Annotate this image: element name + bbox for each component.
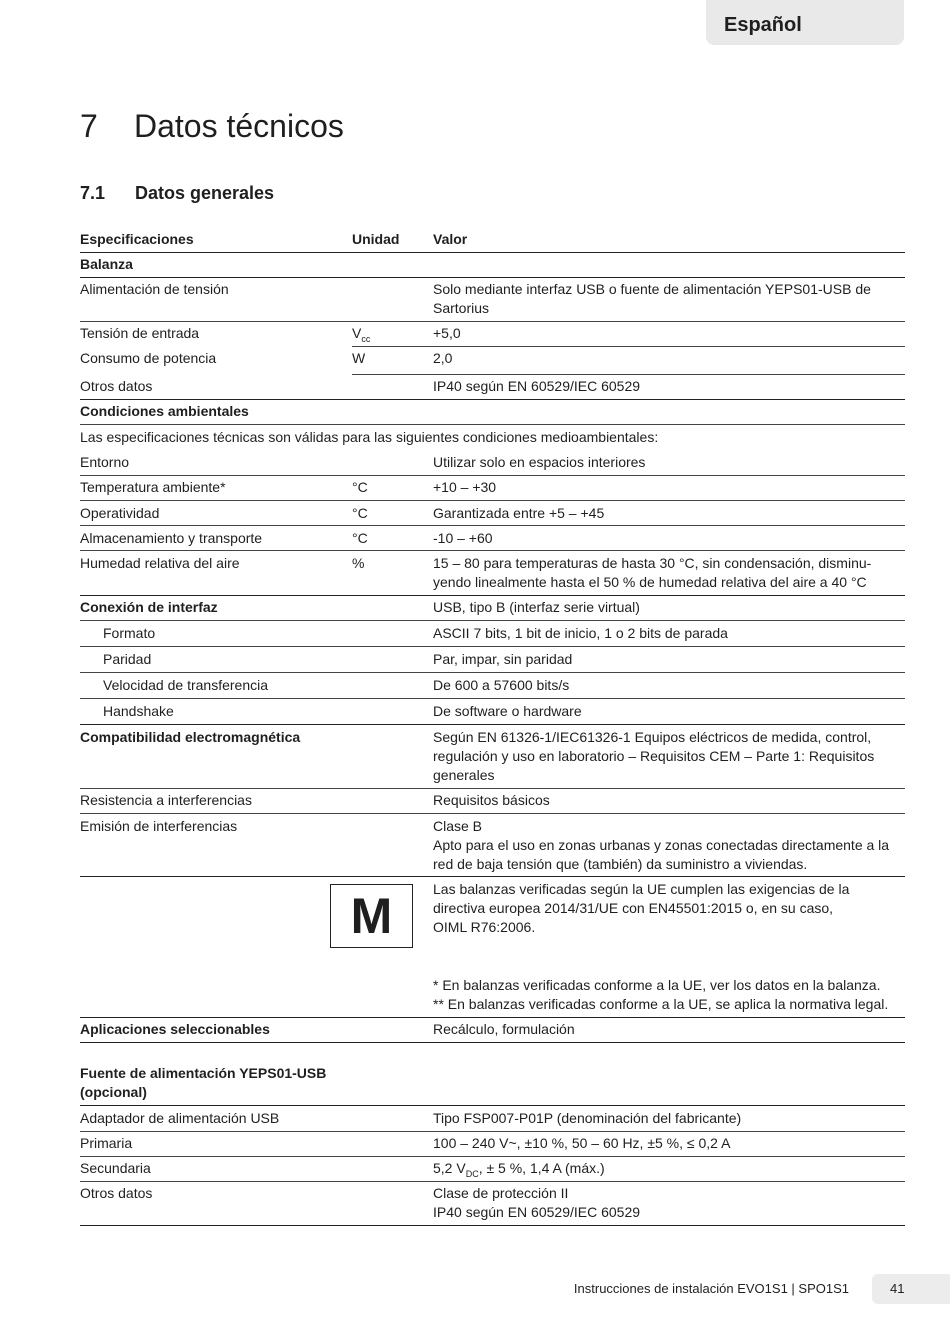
- row-consumo-value: 2,0: [433, 350, 453, 366]
- metrology-text: OIML R76:2006.: [433, 919, 536, 935]
- row-alimentacion-value: Solo mediante interfaz USB o fuente de alimentación YEPS01-USB de: [433, 281, 871, 297]
- row-temperatura-value: +10 – +30: [433, 479, 497, 495]
- divider: [80, 698, 905, 699]
- row-operatividad-value: Garantizada entre +5 – +45: [433, 505, 605, 521]
- divider: [80, 1131, 905, 1132]
- row-tension-label: Tensión de entrada: [80, 325, 200, 341]
- divider: [80, 1181, 905, 1182]
- chapter-heading: [80, 104, 344, 148]
- row-humedad-value: 15 – 80 para temperaturas de hasta 30 °C, sin condensación, disminu-: [433, 555, 872, 571]
- divider: [80, 595, 905, 596]
- divider: [80, 424, 905, 425]
- row-temperatura-unit: °C: [352, 479, 368, 495]
- row-otros2-label: Otros datos: [80, 1185, 153, 1201]
- row-emc-value: Según EN 61326-1/IEC61326-1 Equipos eléctricos de medida, control,: [433, 729, 872, 745]
- footnote: ** En balanzas verificadas conforme a la UE, se aplica la normativa legal.: [433, 996, 889, 1012]
- row-consumo-label: Consumo de potencia: [80, 350, 217, 366]
- divider: [80, 500, 905, 501]
- divider: [80, 525, 905, 526]
- section-heading: [80, 180, 274, 206]
- divider: [80, 399, 905, 400]
- row-velocidad-label: Velocidad de transferencia: [103, 677, 268, 693]
- row-velocidad-value: De 600 a 57600 bits/s: [433, 677, 570, 693]
- row-interfaz-label: Conexión de interfaz: [80, 599, 218, 615]
- divider: [80, 724, 905, 725]
- page-number: 41: [872, 1274, 950, 1304]
- divider: [352, 374, 905, 375]
- row-almacenamiento-value: -10 – +60: [433, 530, 493, 546]
- row-almacenamiento-label: Almacenamiento y transporte: [80, 530, 263, 546]
- row-aplicaciones-label: Aplicaciones seleccionables: [80, 1021, 270, 1037]
- row-humedad-value-cont: yendo linealmente hasta el 50 % de humedad relativa del aire a 40 °C: [433, 574, 867, 590]
- row-temperatura-label: Temperatura ambiente*: [80, 479, 226, 495]
- row-emc-label: Compatibilidad electromagnética: [80, 729, 301, 745]
- row-operatividad-label: Operatividad: [80, 505, 160, 521]
- footnote: * En balanzas verificadas conforme a la UE, ver los datos en la balanza.: [433, 977, 881, 993]
- row-handshake-value: De software o hardware: [433, 703, 582, 719]
- condiciones-note: Las especificaciones técnicas son válidas para las siguientes condiciones medioambientales:: [80, 429, 659, 445]
- divider: [80, 252, 905, 253]
- divider: [80, 813, 905, 814]
- row-adaptador-label: Adaptador de alimentación USB: [80, 1110, 280, 1126]
- row-tension-unit: $V_{cc}$: [352, 325, 371, 344]
- row-otros-value: IP40 según EN 60529/IEC 60529: [433, 378, 641, 394]
- row-alimentacion-label: Alimentación de tensión: [80, 281, 229, 297]
- divider: [352, 346, 905, 347]
- row-otros2-value-cont: IP40 según EN 60529/IEC 60529: [433, 1204, 641, 1220]
- row-consumo-unit: W: [352, 350, 366, 366]
- row-entorno-value: Utilizar solo en espacios interiores: [433, 454, 646, 470]
- row-formato-label: Formato: [103, 625, 156, 641]
- row-alimentacion-value-cont: Sartorius: [433, 300, 490, 316]
- group-balanza: Balanza: [80, 256, 133, 272]
- row-almacenamiento-unit: °C: [352, 530, 368, 546]
- row-paridad-value: Par, impar, sin paridad: [433, 651, 573, 667]
- row-interfaz-value: USB, tipo B (interfaz serie virtual): [433, 599, 640, 615]
- chapter-number: 7: [80, 108, 98, 144]
- row-humedad-label: Humedad relativa del aire: [80, 555, 240, 571]
- divider: [80, 1105, 905, 1106]
- divider: [80, 672, 905, 673]
- divider: [80, 1156, 905, 1157]
- row-aplicaciones-value: Recálculo, formulación: [433, 1021, 575, 1037]
- row-emc-value-cont: generales: [433, 767, 495, 783]
- row-entorno-label: Entorno: [80, 454, 130, 470]
- row-emision-value: Clase B: [433, 818, 483, 834]
- row-primaria-value: 100 – 240 V~, ±10 %, 50 – 60 Hz, ±5 %, ≤ 0,2 A: [433, 1135, 731, 1151]
- metrology-m-mark: M: [330, 884, 413, 948]
- divider: [80, 277, 905, 278]
- row-emision-value-cont: red de baja tensión que (también) da suministro a viviendas.: [433, 856, 808, 872]
- row-resistencia-label: Resistencia a interferencias: [80, 792, 252, 808]
- divider: [80, 1017, 905, 1018]
- metrology-text: directiva europea 2014/31/UE con EN45501:2015 o, en su caso,: [433, 900, 834, 916]
- row-adaptador-value: Tipo FSP007-P01P (denominación del fabricante): [433, 1110, 742, 1126]
- row-primaria-label: Primaria: [80, 1135, 133, 1151]
- col-header-spec: Especificaciones: [80, 231, 194, 247]
- group-condiciones: Condiciones ambientales: [80, 403, 249, 419]
- divider: [80, 475, 905, 476]
- metrology-text: Las balanzas verificadas según la UE cumplen las exigencias de la: [433, 881, 850, 897]
- col-header-unit: Unidad: [352, 231, 400, 247]
- section-number: 7.1: [80, 183, 106, 203]
- row-paridad-label: Paridad: [103, 651, 152, 667]
- divider: [80, 788, 905, 789]
- row-emision-label: Emisión de interferencias: [80, 818, 238, 834]
- section-title: Datos generales: [135, 183, 275, 203]
- row-otros-label: Otros datos: [80, 378, 153, 394]
- row-secundaria-label: Secundaria: [80, 1160, 151, 1176]
- divider: [80, 620, 905, 621]
- chapter-title: Datos técnicos: [134, 108, 344, 144]
- group-fuente-title-cont: (opcional): [80, 1084, 147, 1100]
- divider: [80, 550, 905, 551]
- row-resistencia-value: Requisitos básicos: [433, 792, 550, 808]
- row-tension-value: +5,0: [433, 325, 461, 341]
- divider: [80, 321, 905, 322]
- col-header-value: Valor: [433, 231, 468, 247]
- row-emc-value-cont: regulación y uso en laboratorio – Requisitos CEM – Parte 1: Requisitos: [433, 748, 875, 764]
- row-operatividad-unit: °C: [352, 505, 368, 521]
- row-otros2-value: Clase de protección II: [433, 1185, 569, 1201]
- divider: [80, 876, 905, 877]
- divider: [80, 1225, 905, 1226]
- group-fuente-title: Fuente de alimentación YEPS01-USB: [80, 1065, 327, 1081]
- language-tab: Español: [706, 0, 904, 45]
- divider: [80, 646, 905, 647]
- divider: [80, 1042, 905, 1043]
- row-secundaria-value: 5,2 $V_{DC}$, ± 5 %, 1,4 A (máx.): [433, 1160, 605, 1179]
- row-humedad-unit: %: [352, 555, 365, 571]
- row-handshake-label: Handshake: [103, 703, 174, 719]
- row-emision-value-cont: Apto para el uso en zonas urbanas y zonas conectadas directamente a la: [433, 837, 890, 853]
- row-formato-value: ASCII 7 bits, 1 bit de inicio, 1 o 2 bits de parada: [433, 625, 728, 641]
- footer-doc-title: Instrucciones de instalación EVO1S1 | SPO1S1: [573, 1281, 849, 1296]
